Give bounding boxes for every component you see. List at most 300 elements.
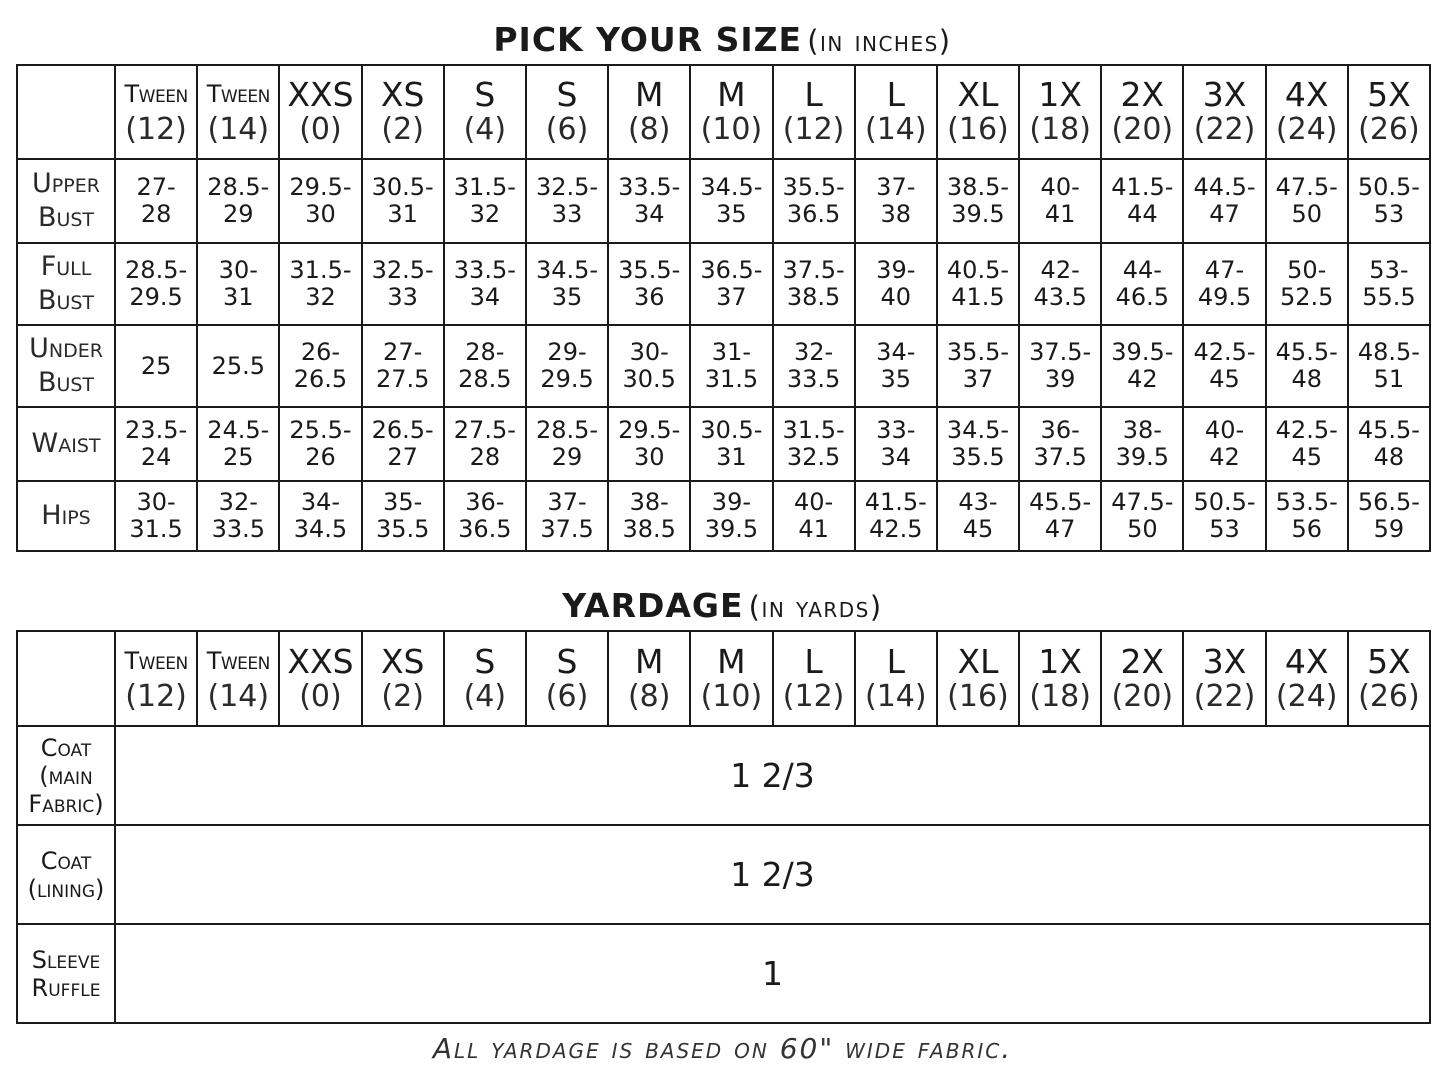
value-line: 31- (711, 338, 751, 366)
size-name: L (804, 75, 823, 114)
measurement-value (937, 325, 1019, 407)
size-chart-title (0, 20, 1445, 59)
size-column-header (362, 631, 444, 726)
size-column-header (115, 631, 197, 726)
measurement-value (362, 325, 444, 407)
size-column-header (1348, 65, 1430, 159)
value-line: 37 (962, 365, 994, 393)
value-line: 34.5- (946, 416, 1010, 444)
value-line: 36 (633, 283, 665, 311)
measurement-label (17, 159, 115, 243)
size-column-header (1019, 631, 1101, 726)
value-line: 42.5- (1193, 338, 1256, 366)
measurement-value (279, 481, 361, 551)
measurement-value (1266, 243, 1348, 325)
measurement-value (1348, 325, 1430, 407)
value-line: 35.5 (951, 443, 1005, 471)
measurement-value (608, 159, 690, 243)
size-name: 1X (1038, 641, 1082, 681)
measurement-value (1101, 325, 1183, 407)
size-name: XXS (287, 75, 354, 114)
value-line: 50 (1127, 515, 1158, 543)
measurement-value (690, 407, 772, 481)
measurement-row (17, 159, 1430, 243)
measurement-value (1183, 325, 1265, 407)
value-line: 37- (876, 173, 916, 201)
value-line: 37- (547, 488, 587, 516)
value-line: 39.5 (951, 200, 1005, 228)
measurement-value (115, 407, 197, 481)
value-line: 38.5 (622, 515, 676, 543)
yardage-title (0, 586, 1445, 625)
size-name: 2X (1120, 75, 1165, 114)
size-number: (4) (463, 112, 507, 147)
value-line: 37 (716, 283, 747, 311)
value-line: 35 (716, 200, 747, 228)
value-line: 52.5 (1280, 283, 1334, 311)
value-line: 29- (547, 338, 587, 366)
measurement-value (1019, 407, 1101, 481)
measurement-value (444, 325, 526, 407)
size-column-header (1266, 631, 1348, 726)
measurement-value (197, 325, 279, 407)
value-line: 32- (793, 338, 834, 366)
value-line: 37.5- (782, 256, 845, 284)
measurement-value (608, 325, 690, 407)
yardage-footnote: All yardage is based on 60" wide fabric. (432, 1032, 1013, 1065)
measurement-value (855, 243, 937, 325)
size-name: 3X (1202, 641, 1247, 681)
size-header-row (17, 65, 1430, 159)
value-line: 38- (629, 488, 669, 516)
size-name: 3X (1202, 75, 1247, 114)
size-number: (6) (545, 112, 589, 147)
value-line: 31.5- (289, 256, 352, 284)
yardage-label-line: Sleeve (31, 945, 101, 974)
value-line: 26.5- (371, 416, 434, 444)
measurement-value (362, 243, 444, 325)
measurement-value (773, 407, 855, 481)
value-line: 30 (305, 200, 336, 228)
value-line: 45 (1291, 443, 1322, 471)
size-name: 1X (1038, 75, 1082, 114)
size-column-header (115, 65, 197, 159)
measurement-value (1101, 481, 1183, 551)
size-column-header (690, 631, 772, 726)
value-line: 36.5- (700, 256, 763, 284)
size-name: L (804, 641, 823, 681)
value-line: 36- (465, 488, 505, 516)
measurement-value (279, 325, 361, 407)
value-line: 40.5- (946, 256, 1010, 284)
value-line: 30- (136, 488, 176, 516)
size-name: S (474, 641, 496, 681)
value-line: 50- (1287, 256, 1327, 284)
size-number: (26) (1358, 678, 1420, 714)
size-number: (6) (545, 678, 589, 714)
value-line: 38 (880, 200, 912, 228)
yardage-table (16, 630, 1431, 1024)
value-line: 25 (223, 443, 254, 471)
value-line: 33.5- (618, 173, 681, 201)
value-line: 37.5 (540, 515, 594, 543)
measurement-value (690, 325, 772, 407)
value-line: 47 (1044, 515, 1076, 543)
size-name: S (474, 75, 496, 114)
size-number: (12) (782, 678, 845, 714)
size-number: (20) (1111, 678, 1174, 714)
measurement-value (526, 159, 608, 243)
size-number: (14) (864, 112, 927, 147)
value-line: 33 (551, 200, 583, 228)
measurement-value (1348, 481, 1430, 551)
value-line: 31 (223, 283, 254, 311)
value-line: 38.5 (786, 283, 841, 311)
yardage-label-line: (lining) (27, 874, 105, 903)
value-line: 35.5- (782, 173, 845, 201)
value-line: 34 (469, 283, 501, 311)
yardage-row (17, 726, 1430, 825)
size-number: (0) (299, 112, 342, 147)
measurement-value (1348, 159, 1430, 243)
measurement-value (608, 407, 690, 481)
value-line: 27.5 (375, 365, 430, 393)
size-name: M (634, 641, 664, 681)
value-line: 41 (798, 515, 829, 543)
size-column-header (1019, 65, 1101, 159)
value-line: 32.5- (371, 256, 434, 284)
size-number: (24) (1275, 112, 1338, 147)
yardage-value: 1 2/3 (115, 726, 1430, 825)
size-name: 4X (1284, 641, 1329, 681)
measurement-value (362, 481, 444, 551)
measurement-row (17, 481, 1430, 551)
value-line: 42- (1040, 256, 1080, 284)
value-line: 29.5 (129, 283, 183, 311)
size-number: (18) (1029, 678, 1091, 714)
measurement-value (1348, 407, 1430, 481)
value-line: 50 (1291, 200, 1322, 228)
measurement-row (17, 407, 1430, 481)
size-name: Tween (206, 646, 270, 675)
size-number: (16) (947, 112, 1009, 147)
value-line: 33.5- (453, 256, 516, 284)
value-line: 28 (140, 200, 172, 228)
value-line: 36- (1040, 416, 1080, 444)
value-line: 59 (1373, 515, 1405, 543)
measurement-value (1266, 325, 1348, 407)
value-line: 25 (140, 351, 172, 380)
value-line: 45.5- (1029, 488, 1092, 516)
size-chart-table (16, 64, 1431, 552)
size-name: M (634, 75, 664, 114)
size-number: (20) (1111, 112, 1174, 147)
size-name: L (886, 75, 905, 114)
measurement-label-line: Upper (32, 168, 100, 199)
value-line: 50.5- (1357, 173, 1420, 201)
measurement-value (690, 159, 772, 243)
value-line: 28.5- (207, 173, 270, 201)
value-line: 48.5- (1357, 338, 1420, 366)
value-line: 41.5- (864, 488, 927, 516)
value-line: 27 (387, 443, 418, 471)
measurement-value (773, 159, 855, 243)
size-name: XL (957, 75, 999, 114)
value-line: 40- (1040, 173, 1080, 201)
value-line: 29 (223, 200, 254, 228)
value-line: 44- (1122, 256, 1162, 284)
value-line: 55.5 (1362, 283, 1416, 311)
value-line: 31 (716, 443, 747, 471)
size-number: (18) (1029, 112, 1091, 147)
value-line: 25.5 (211, 351, 265, 380)
value-line: 29.5- (618, 416, 681, 444)
yardage-label (17, 726, 115, 825)
measurement-value (1183, 407, 1265, 481)
measurement-value (526, 243, 608, 325)
size-name: 4X (1284, 75, 1329, 114)
value-line: 47.5- (1111, 488, 1174, 516)
value-line: 25.5- (289, 416, 352, 444)
value-line: 39- (711, 488, 751, 516)
size-number: (4) (463, 678, 507, 714)
value-line: 31.5- (782, 416, 845, 444)
yardage-label-line: Ruffle (31, 973, 101, 1002)
value-line: 32 (305, 283, 336, 311)
size-name: 2X (1120, 641, 1165, 681)
measurement-value (608, 243, 690, 325)
value-line: 48 (1373, 443, 1405, 471)
measurement-value (444, 159, 526, 243)
size-name: S (556, 641, 578, 681)
size-column-header (937, 631, 1019, 726)
measurement-value (1266, 481, 1348, 551)
measurement-value (1183, 481, 1265, 551)
value-line: 42 (1127, 365, 1158, 393)
measurement-value (773, 481, 855, 551)
value-line: 42 (1209, 443, 1240, 471)
value-line: 29 (551, 443, 583, 471)
value-line: 29.5- (289, 173, 352, 201)
value-line: 45.5- (1357, 416, 1420, 444)
value-line: 35.5- (618, 256, 681, 284)
value-line: 34 (633, 200, 665, 228)
value-line: 43.5 (1033, 283, 1087, 311)
measurement-value (855, 325, 937, 407)
measurement-label-line: Bust (37, 367, 95, 398)
value-line: 28 (469, 443, 501, 471)
measurement-value (608, 481, 690, 551)
size-name: Tween (206, 80, 270, 108)
measurement-value (1019, 243, 1101, 325)
size-number: (0) (299, 678, 342, 714)
measurement-value (1348, 243, 1430, 325)
value-line: 46.5 (1115, 283, 1170, 311)
value-line: 43- (958, 488, 998, 516)
size-number: (8) (627, 112, 671, 147)
value-line: 39.5 (704, 515, 759, 543)
measurement-value (197, 159, 279, 243)
value-line: 53- (1369, 256, 1409, 284)
measurement-value (1101, 243, 1183, 325)
value-line: 44 (1127, 200, 1158, 228)
value-line: 36.5 (786, 200, 841, 228)
size-column-header (197, 65, 279, 159)
size-name: M (717, 75, 746, 114)
value-line: 37.5- (1029, 338, 1092, 366)
measurement-value (362, 159, 444, 243)
yardage-unit: (in yards) (748, 590, 883, 624)
size-number: (2) (381, 112, 424, 147)
measurement-label (17, 325, 115, 407)
size-number: (26) (1358, 112, 1420, 147)
size-name: Tween (124, 80, 188, 108)
measurement-label-line: Under (29, 333, 103, 364)
value-line: 39 (1044, 365, 1076, 393)
yardage-label-line: Coat (40, 846, 92, 875)
measurement-value (1101, 159, 1183, 243)
yardage-label (17, 825, 115, 924)
value-line: 53 (1373, 200, 1405, 228)
measurement-value (362, 407, 444, 481)
size-column-header (279, 631, 361, 726)
size-column-header (1183, 631, 1265, 726)
value-line: 32.5- (535, 173, 599, 201)
measurement-value (115, 243, 197, 325)
value-line: 26 (305, 443, 336, 471)
size-number: (22) (1193, 112, 1256, 147)
value-line: 24.5- (207, 416, 270, 444)
value-line: 56 (1291, 515, 1322, 543)
yardage-row (17, 825, 1430, 924)
measurement-label-line: Hips (41, 500, 91, 531)
value-line: 30- (629, 338, 669, 366)
value-line: 53 (1209, 515, 1240, 543)
measurement-value (279, 243, 361, 325)
size-column-header (773, 631, 855, 726)
size-name: 5X (1367, 75, 1411, 114)
value-line: 32 (469, 200, 501, 228)
measurement-value (1019, 159, 1101, 243)
measurement-value (526, 325, 608, 407)
value-line: 49.5 (1197, 283, 1252, 311)
value-line: 30.5 (622, 365, 676, 393)
value-line: 38- (1122, 416, 1162, 444)
corner-cell (17, 631, 115, 726)
value-line: 47 (1209, 200, 1240, 228)
value-line: 27- (136, 173, 176, 201)
measurement-value (773, 243, 855, 325)
measurement-value (279, 159, 361, 243)
value-line: 34- (300, 488, 341, 516)
size-name: M (717, 641, 746, 681)
value-line: 47.5- (1275, 173, 1338, 201)
size-column-header (937, 65, 1019, 159)
yardage-value: 1 2/3 (115, 825, 1430, 924)
value-line: 34.5 (293, 515, 348, 543)
measurement-value (937, 481, 1019, 551)
value-line: 32.5 (786, 443, 841, 471)
measurement-label-line: Waist (31, 428, 101, 459)
value-line: 40- (1204, 416, 1245, 444)
value-line: 47- (1204, 256, 1245, 284)
value-line: 42.5- (1275, 416, 1338, 444)
size-column-header (608, 631, 690, 726)
size-column-header (690, 65, 772, 159)
size-number: (14) (207, 678, 270, 714)
measurement-value (197, 243, 279, 325)
value-line: 39.5 (1115, 443, 1170, 471)
yardage-row (17, 924, 1430, 1023)
size-column-header (526, 65, 608, 159)
yardage-label (17, 924, 115, 1023)
size-number: (12) (125, 678, 187, 714)
measurement-value (1183, 243, 1265, 325)
measurement-label (17, 481, 115, 551)
measurement-label (17, 243, 115, 325)
size-name: Tween (124, 646, 188, 675)
measurement-value (773, 325, 855, 407)
measurement-value (690, 243, 772, 325)
measurement-value (690, 481, 772, 551)
measurement-value (937, 159, 1019, 243)
measurement-value (1183, 159, 1265, 243)
size-number: (24) (1275, 678, 1338, 714)
size-column-header (279, 65, 361, 159)
measurement-row (17, 325, 1430, 407)
yardage-heading: YARDAGE (562, 586, 744, 625)
measurement-label-line: Full (40, 251, 92, 282)
size-number: (12) (125, 112, 187, 147)
yardage-header-row (17, 631, 1430, 726)
measurement-value (1101, 407, 1183, 481)
measurement-value (197, 407, 279, 481)
value-line: 28.5- (125, 256, 188, 284)
value-line: 34.5- (535, 256, 599, 284)
measurement-value (855, 159, 937, 243)
value-line: 37.5 (1033, 443, 1087, 471)
measurement-row (17, 243, 1430, 325)
value-line: 33.5 (211, 515, 265, 543)
size-column-header (855, 65, 937, 159)
value-line: 28.5 (458, 365, 512, 393)
value-line: 33.5 (786, 365, 841, 393)
value-line: 42.5 (869, 515, 923, 543)
size-column-header (362, 65, 444, 159)
size-number: (8) (627, 678, 671, 714)
size-chart-unit: (in inches) (807, 24, 952, 58)
measurement-value (115, 325, 197, 407)
value-line: 29.5 (540, 365, 594, 393)
value-line: 34 (880, 443, 912, 471)
size-chart-heading: PICK YOUR SIZE (493, 20, 803, 59)
value-line: 41.5- (1111, 173, 1174, 201)
measurement-value (197, 481, 279, 551)
value-line: 56.5- (1357, 488, 1420, 516)
yardage-label-line: Fabric) (28, 789, 104, 818)
yardage-value: 1 (115, 924, 1430, 1023)
value-line: 40 (880, 283, 912, 311)
value-line: 31.5- (453, 173, 516, 201)
value-line: 35.5- (946, 338, 1010, 366)
size-name: XXS (287, 641, 354, 681)
measurement-value (855, 407, 937, 481)
value-line: 31.5 (129, 515, 183, 543)
size-column-header (1101, 65, 1183, 159)
yardage-label-line: (main (39, 761, 93, 790)
size-name: L (886, 641, 905, 681)
value-line: 26.5 (293, 365, 348, 393)
